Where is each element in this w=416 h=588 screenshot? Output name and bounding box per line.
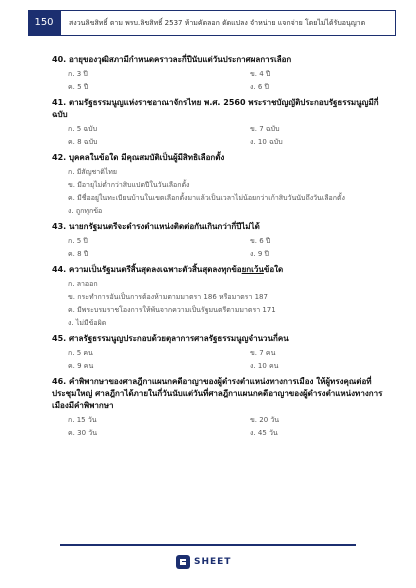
question-41 — [52, 97, 392, 149]
option: ง. 6 ปี — [250, 83, 269, 91]
question-40 — [52, 54, 392, 94]
option: ก. มีสัญชาติไทย — [68, 168, 118, 176]
logo-text: SHEET — [194, 557, 232, 567]
question-text: 45. ศาลรัฐธรรมนูญประกอบด้วยตุลาการศาลรัฐธรรมนูญจำนวนกี่คน — [52, 334, 289, 343]
option: ค. 30 วัน — [68, 429, 97, 437]
question-45 — [52, 333, 392, 373]
logo-mark-icon — [176, 555, 190, 569]
option: ข. 20 วัน — [250, 416, 280, 424]
question-42 — [52, 152, 392, 218]
question-text: 46. คำพิพากษาของศาลฎีกาแผนกคดีอาญาของผู้ดำรงตำแหน่งทางการเมือง ให้ผู้ทรงคุณต่อที่ประชุมใหญ่ ศาลฎีกาได้ภายในกี่วันนับแต่วันที่ศาลฎีกาแผนกคดีอาญาของผู้ดำรงตำแหน่งทางการเมืองมีคำพิพากษา — [52, 377, 383, 410]
option: ง. 9 ปี — [250, 250, 269, 258]
option: ข. 6 ปี — [250, 237, 271, 245]
option: ง. 10 คน — [250, 362, 279, 370]
option: ค. มีพระบรมราชโองการให้พ้นจากความเป็นรัฐมนตรีตามมาตรา 171 — [68, 306, 276, 314]
page-header — [28, 10, 388, 36]
footer-divider — [60, 544, 356, 546]
option: ง. 45 วัน — [250, 429, 278, 437]
option: ง. ถูกทุกข้อ — [68, 207, 103, 215]
question-text: 43. นายกรัฐมนตรีจะดำรงตำแหน่งติดต่อกันเกินกว่ากี่ปีไม่ได้ — [52, 222, 260, 231]
question-list — [52, 54, 392, 443]
option: ข. กระทำการอันเป็นการต้องห้ามตามมาตรา 186 หรือมาตรา 187 — [68, 293, 268, 301]
option: ค. 9 คน — [68, 362, 94, 370]
emphasis-except: ยกเว้น — [241, 265, 264, 274]
option: ข. มีอายุไม่ต่ำกว่าสิบแปดปีในวันเลือกตั้ง — [68, 181, 190, 189]
sheet-logo — [176, 552, 231, 572]
question-46 — [52, 376, 392, 440]
option: ก. 15 วัน — [68, 416, 97, 424]
option: ค. 8 ฉบับ — [68, 138, 98, 146]
question-43 — [52, 221, 392, 261]
option: ง. ไม่มีข้อผิด — [68, 319, 107, 327]
page-number: 150 — [28, 10, 60, 36]
option: ก. 5 ปี — [68, 237, 88, 245]
question-text: 44. ความเป็นรัฐมนตรีสิ้นสุดลงเฉพาะตัวสิ้นสุดลงทุกข้อยกเว้นข้อใด — [52, 265, 284, 274]
option: ค. 8 ปี — [68, 250, 89, 258]
option: ก. 3 ปี — [68, 70, 88, 78]
option: ง. 10 ฉบับ — [250, 138, 283, 146]
question-text: 42. บุคคลในข้อใด มีคุณสมบัติเป็นผู้มีสิทธิเลือกตั้ง — [52, 153, 225, 162]
option: ข. 7 คน — [250, 349, 276, 357]
option: ก. 5 คน — [68, 349, 93, 357]
option: ก. 5 ฉบับ — [68, 125, 98, 133]
option: ค. มีชื่ออยู่ในทะเบียนบ้านในเขตเลือกตั้งมาแล้วเป็นเวลาไม่น้อยกว่าเก้าสิบวันนับถึงวันเลือกตั้ง — [68, 194, 345, 202]
option: ก. ลาออก — [68, 280, 98, 288]
question-text: 40. อายุของวุฒิสภามีกำหนดคราวละกี่ปีนับแต่วันประกาศผลการเลือก — [52, 55, 292, 64]
option: ข. 7 ฉบับ — [250, 125, 280, 133]
option: ข. 4 ปี — [250, 70, 271, 78]
option: ค. 5 ปี — [68, 83, 89, 91]
copyright-notice: สงวนลิขสิทธิ์ ตาม พรบ.ลิขสิทธิ์ 2537 ห้ามคัดลอก ดัดแปลง จำหน่าย แจกจ่าย โดยไม่ได้รับอนุญาต — [60, 10, 396, 36]
question-text: 41. ตามรัฐธรรมนูญแห่งราชอาณาจักรไทย พ.ศ. 2560 พระราชบัญญัติประกอบรัฐธรรมนูญมีกี่ฉบับ — [52, 98, 379, 119]
question-44 — [52, 264, 392, 330]
